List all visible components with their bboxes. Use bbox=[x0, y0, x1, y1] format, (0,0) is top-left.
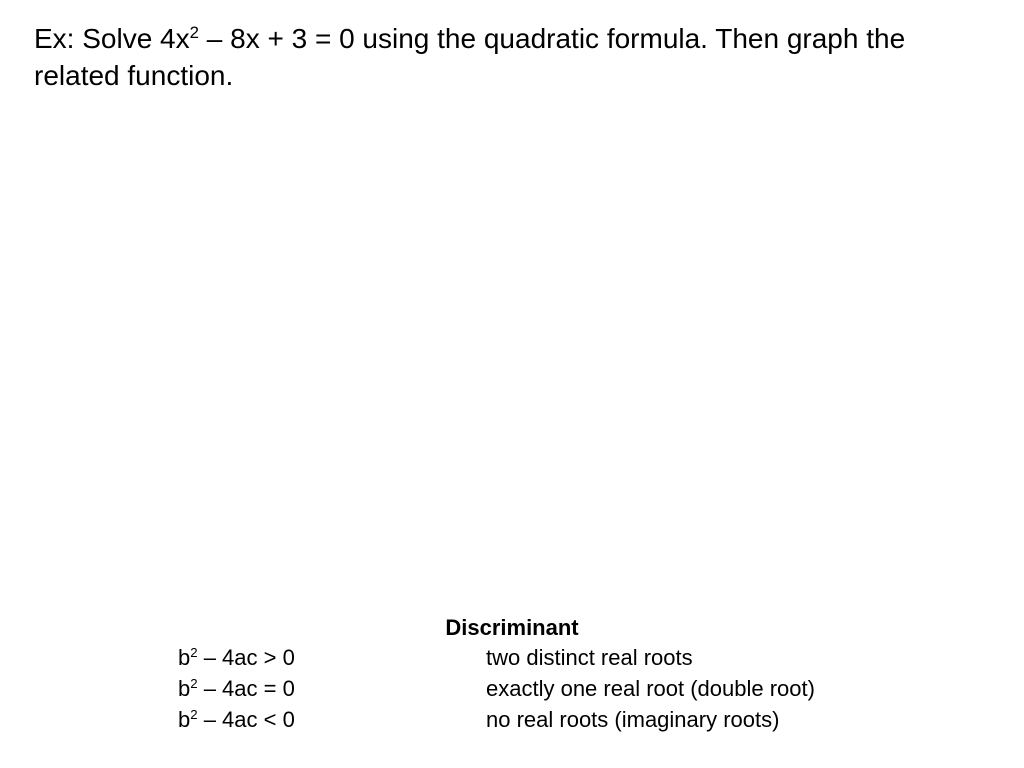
discriminant-exponent: 2 bbox=[190, 676, 198, 692]
discriminant-row-negative bbox=[0, 706, 1024, 736]
problem-suffix: – 8x + 3 = 0 using the quadratic formula. Then graph the related function. bbox=[34, 23, 906, 91]
discriminant-result: two distinct real roots bbox=[486, 645, 693, 670]
discriminant-result: exactly one real root (double root) bbox=[486, 676, 815, 701]
discriminant-base: b bbox=[178, 707, 191, 732]
discriminant-condition bbox=[178, 706, 295, 734]
discriminant-title: Discriminant bbox=[445, 615, 579, 640]
discriminant-expression: – 4ac = 0 bbox=[197, 676, 295, 701]
discriminant-base: b bbox=[178, 645, 191, 670]
discriminant-condition bbox=[178, 644, 295, 672]
discriminant-row-positive bbox=[0, 644, 1024, 674]
problem-exponent: 2 bbox=[189, 22, 199, 42]
discriminant-expression: – 4ac > 0 bbox=[197, 645, 295, 670]
discriminant-result: no real roots (imaginary roots) bbox=[486, 707, 780, 732]
problem-statement bbox=[34, 20, 994, 94]
discriminant-base: b bbox=[178, 676, 191, 701]
discriminant-expression: – 4ac < 0 bbox=[197, 707, 295, 732]
problem-prefix: Ex: Solve 4x bbox=[34, 23, 190, 54]
discriminant-exponent: 2 bbox=[190, 645, 198, 661]
discriminant-condition bbox=[178, 675, 295, 703]
discriminant-row-zero bbox=[0, 675, 1024, 705]
discriminant-exponent: 2 bbox=[190, 707, 198, 723]
